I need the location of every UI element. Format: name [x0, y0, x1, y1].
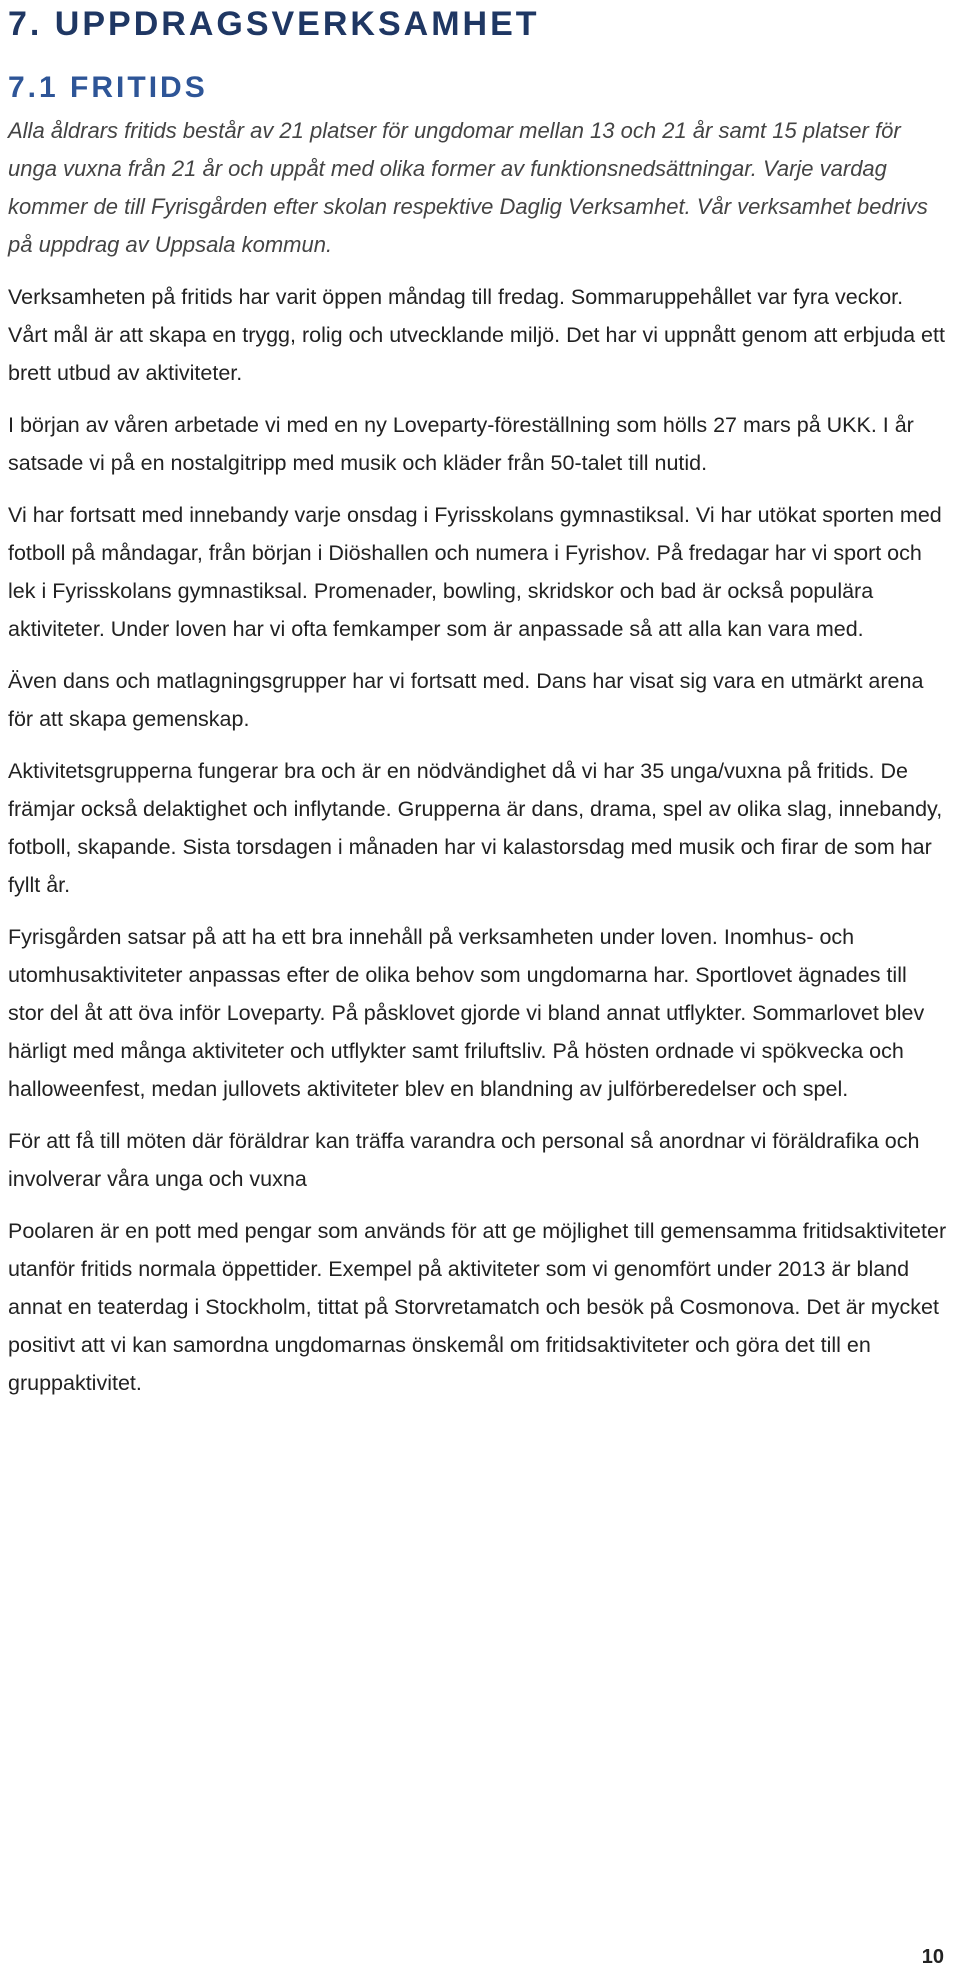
document-page — [8, 0, 948, 1402]
page-number: 10 — [921, 1946, 944, 1968]
paragraph-parents: För att få till möten där föräldrar kan träffa varandra och personal så anordnar vi föräldrafika och involverar våra unga och vuxna — [8, 1129, 920, 1191]
paragraph-dance-cooking: Även dans och matlagningsgrupper har vi fortsatt med. Dans har visat sig vara en utmärkt arena för att skapa gemenskap. — [8, 669, 924, 731]
paragraph-activity-groups: Aktivitetsgrupperna fungerar bra och är en nödvändighet då vi har 35 unga/vuxna på fritids. De främjar också delaktighet och inflytande. Grupperna är dans, drama, spel av olika slag, innebandy, fotboll, skapande. Sista torsdagen i månaden har vi kalastorsdag med musik och firar de som har fyllt år. — [8, 759, 943, 897]
paragraph-poolaren: Poolaren är en pott med pengar som används för att ge möjlighet till gemensamma fritidsaktiviteter utanför fritids normala öppettider. Exempel på aktiviteter som vi genomfört under 2013 är bland annat en teaterdag i Stockholm, tittat på Storvretamatch och besök på Cosmonova. Det är mycket positivt att vi kan samordna ungdomarnas önskemål om fritidsaktiviteter och göra det till en gruppaktivitet. — [8, 1219, 947, 1395]
chapter-heading: 7. UPPDRAGSVERKSAMHET — [8, 5, 540, 43]
paragraph-opening-hours: Verksamheten på fritids har varit öppen måndag till fredag. Sommaruppehållet var fyra veckor. Vårt mål är att skapa en trygg, rolig och utvecklande miljö. Det har vi uppnått genom att erbjuda ett brett utbud av aktiviteter. — [8, 285, 945, 385]
paragraph-holidays: Fyrisgården satsar på att ha ett bra innehåll på verksamheten under loven. Inomhus- och utomhusaktiviteter anpassas efter de olika behov som ungdomarna har. Sportlovet ägnades till stor del åt att öva inför Loveparty. På påsklovet gjorde vi bland annat utflykter. Sommarlovet blev härligt med många aktiviteter och utflykter samt friluftsliv. På hösten ordnade vi spökvecka och halloweenfest, medan jullovets aktiviteter blev en blandning av julförberedelser och spel. — [8, 925, 925, 1101]
paragraph-loveparty: I början av våren arbetade vi med en ny Loveparty-föreställning som hölls 27 mars på UKK. I år satsade vi på en nostalgitripp med musik och kläder från 50-talet till nutid. — [8, 413, 914, 475]
paragraph-sports: Vi har fortsatt med innebandy varje onsdag i Fyrisskolans gymnastiksal. Vi har utökat sporten med fotboll på måndagar, från början i Diöshallen och numera i Fyrishov. På fredagar har vi sport och lek i Fyrisskolans gymnastiksal. Promenader, bowling, skridskor och bad är också populära aktiviteter. Under loven har vi ofta femkamper som är anpassade så att alla kan vara med. — [8, 503, 942, 641]
section-heading: 7.1 FRITIDS — [8, 71, 208, 104]
intro-paragraph: Alla åldrars fritids består av 21 platser för ungdomar mellan 13 och 21 år samt 15 platser för unga vuxna från 21 år och uppåt med olika former av funktionsnedsättningar. Varje vardag kommer de till Fyrisgården efter skolan respektive Daglig Verksamhet. Vår verksamhet bedrivs på uppdrag av Uppsala kommun. — [8, 118, 928, 257]
